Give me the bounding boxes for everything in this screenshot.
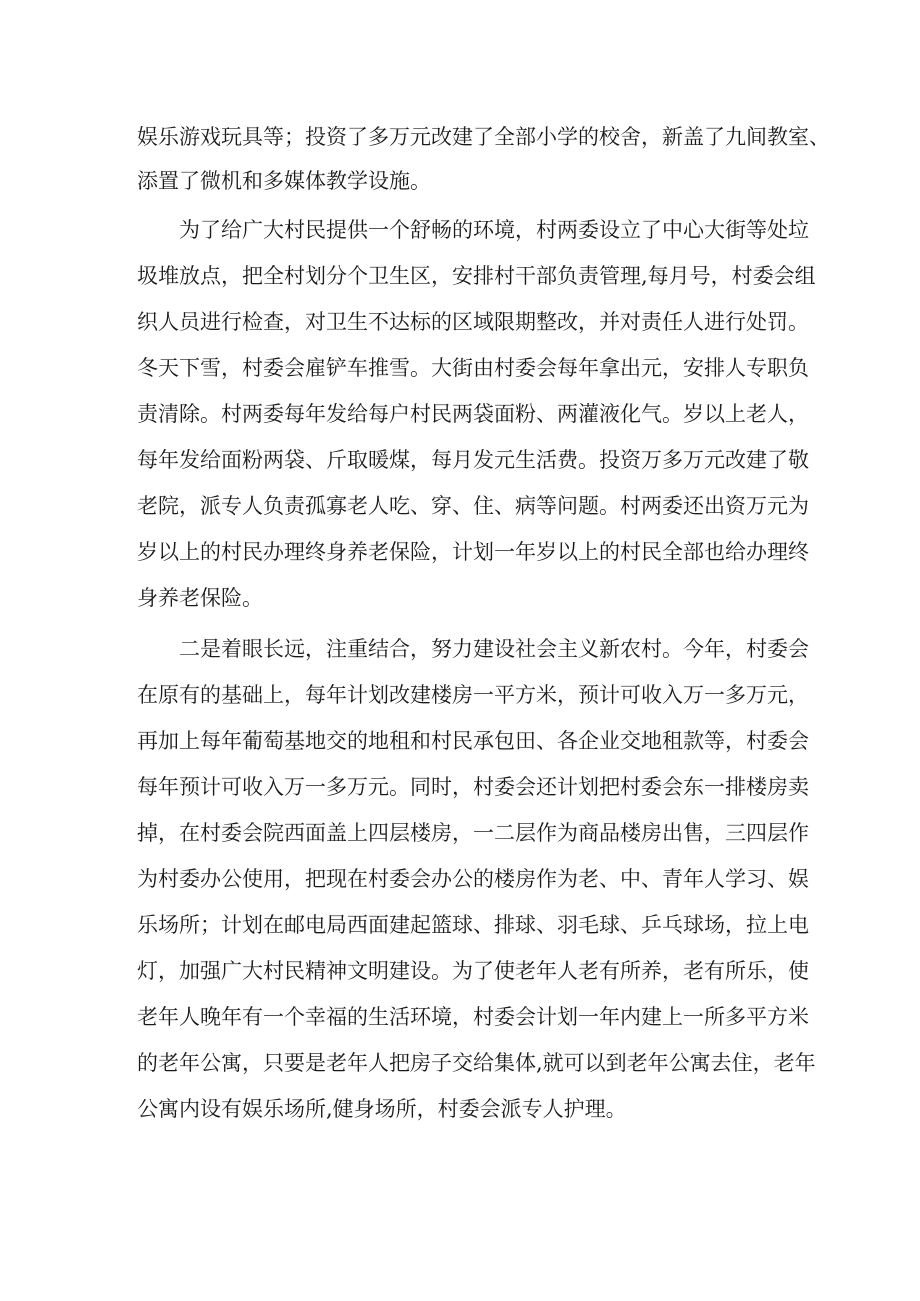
text-line: 每年发给面粉两袋、斤取暖煤，每月发元生活费。投资万多万元改建了敬 bbox=[137, 448, 809, 472]
text-line: 每年预计可收入万一多万元。同时，村委会还计划把村委会东一排楼房卖 bbox=[137, 775, 809, 799]
text-line: 娱乐游戏玩具等；投资了多万元改建了全部小学的校舍，新盖了九间教室、 bbox=[137, 125, 830, 149]
paragraph-first-line: 为了给广大村民提供一个舒畅的环境，村两委设立了中心大街等处垃 bbox=[179, 218, 809, 242]
text-line: 织人员进行检查，对卫生不达标的区域限期整改，并对责任人进行处罚。 bbox=[137, 310, 809, 334]
text-line: 灯，加强广大村民精神文明建设。为了使老年人老有所养，老有所乐，使 bbox=[137, 959, 809, 983]
text-line: 在原有的基础上，每年计划改建楼房一平方米，预计可收入万一多万元， bbox=[137, 683, 809, 707]
text-line: 岁以上的村民办理终身养老保险，计划一年岁以上的村民全部也给办理终 bbox=[137, 540, 809, 564]
text-line: 乐场所；计划在邮电局西面建起篮球、排球、羽毛球、乒乓球场，拉上电 bbox=[137, 913, 809, 937]
text-line: 再加上每年葡萄基地交的地租和村民承包田、各企业交地租款等，村委会 bbox=[137, 729, 809, 753]
text-line: 添置了微机和多媒体教学设施。 bbox=[137, 169, 431, 193]
text-line: 冬天下雪，村委会雇铲车推雪。大街由村委会每年拿出元，安排人专职负 bbox=[137, 356, 809, 380]
text-line: 圾堆放点，把全村划分个卫生区，安排村干部负责管理,每月号，村委会组 bbox=[137, 264, 816, 288]
text-line: 责清除。村两委每年发给每户村民两袋面粉、两灌液化气。岁以上老人， bbox=[137, 402, 809, 426]
text-line: 为村委办公使用，把现在村委会办公的楼房作为老、中、青年人学习、娱 bbox=[137, 867, 809, 891]
text-line: 身养老保险。 bbox=[137, 586, 263, 610]
text-line: 老年人晚年有一个幸福的生活环境，村委会计划一年内建上一所多平方米 bbox=[137, 1005, 809, 1029]
text-line: 的老年公寓，只要是老年人把房子交给集体,就可以到老年公寓去住，老年 bbox=[137, 1051, 816, 1075]
paragraph-first-line: 二是着眼长远，注重结合，努力建设社会主义新农村。今年，村委会 bbox=[179, 637, 809, 661]
text-line: 老院，派专人负责孤寡老人吃、穿、住、病等问题。村两委还出资万元为 bbox=[137, 494, 809, 518]
text-line: 掉，在村委会院西面盖上四层楼房，一二层作为商品楼房出售，三四层作 bbox=[137, 821, 809, 845]
text-line: 公寓内设有娱乐场所,健身场所，村委会派专人护理。 bbox=[137, 1097, 627, 1121]
